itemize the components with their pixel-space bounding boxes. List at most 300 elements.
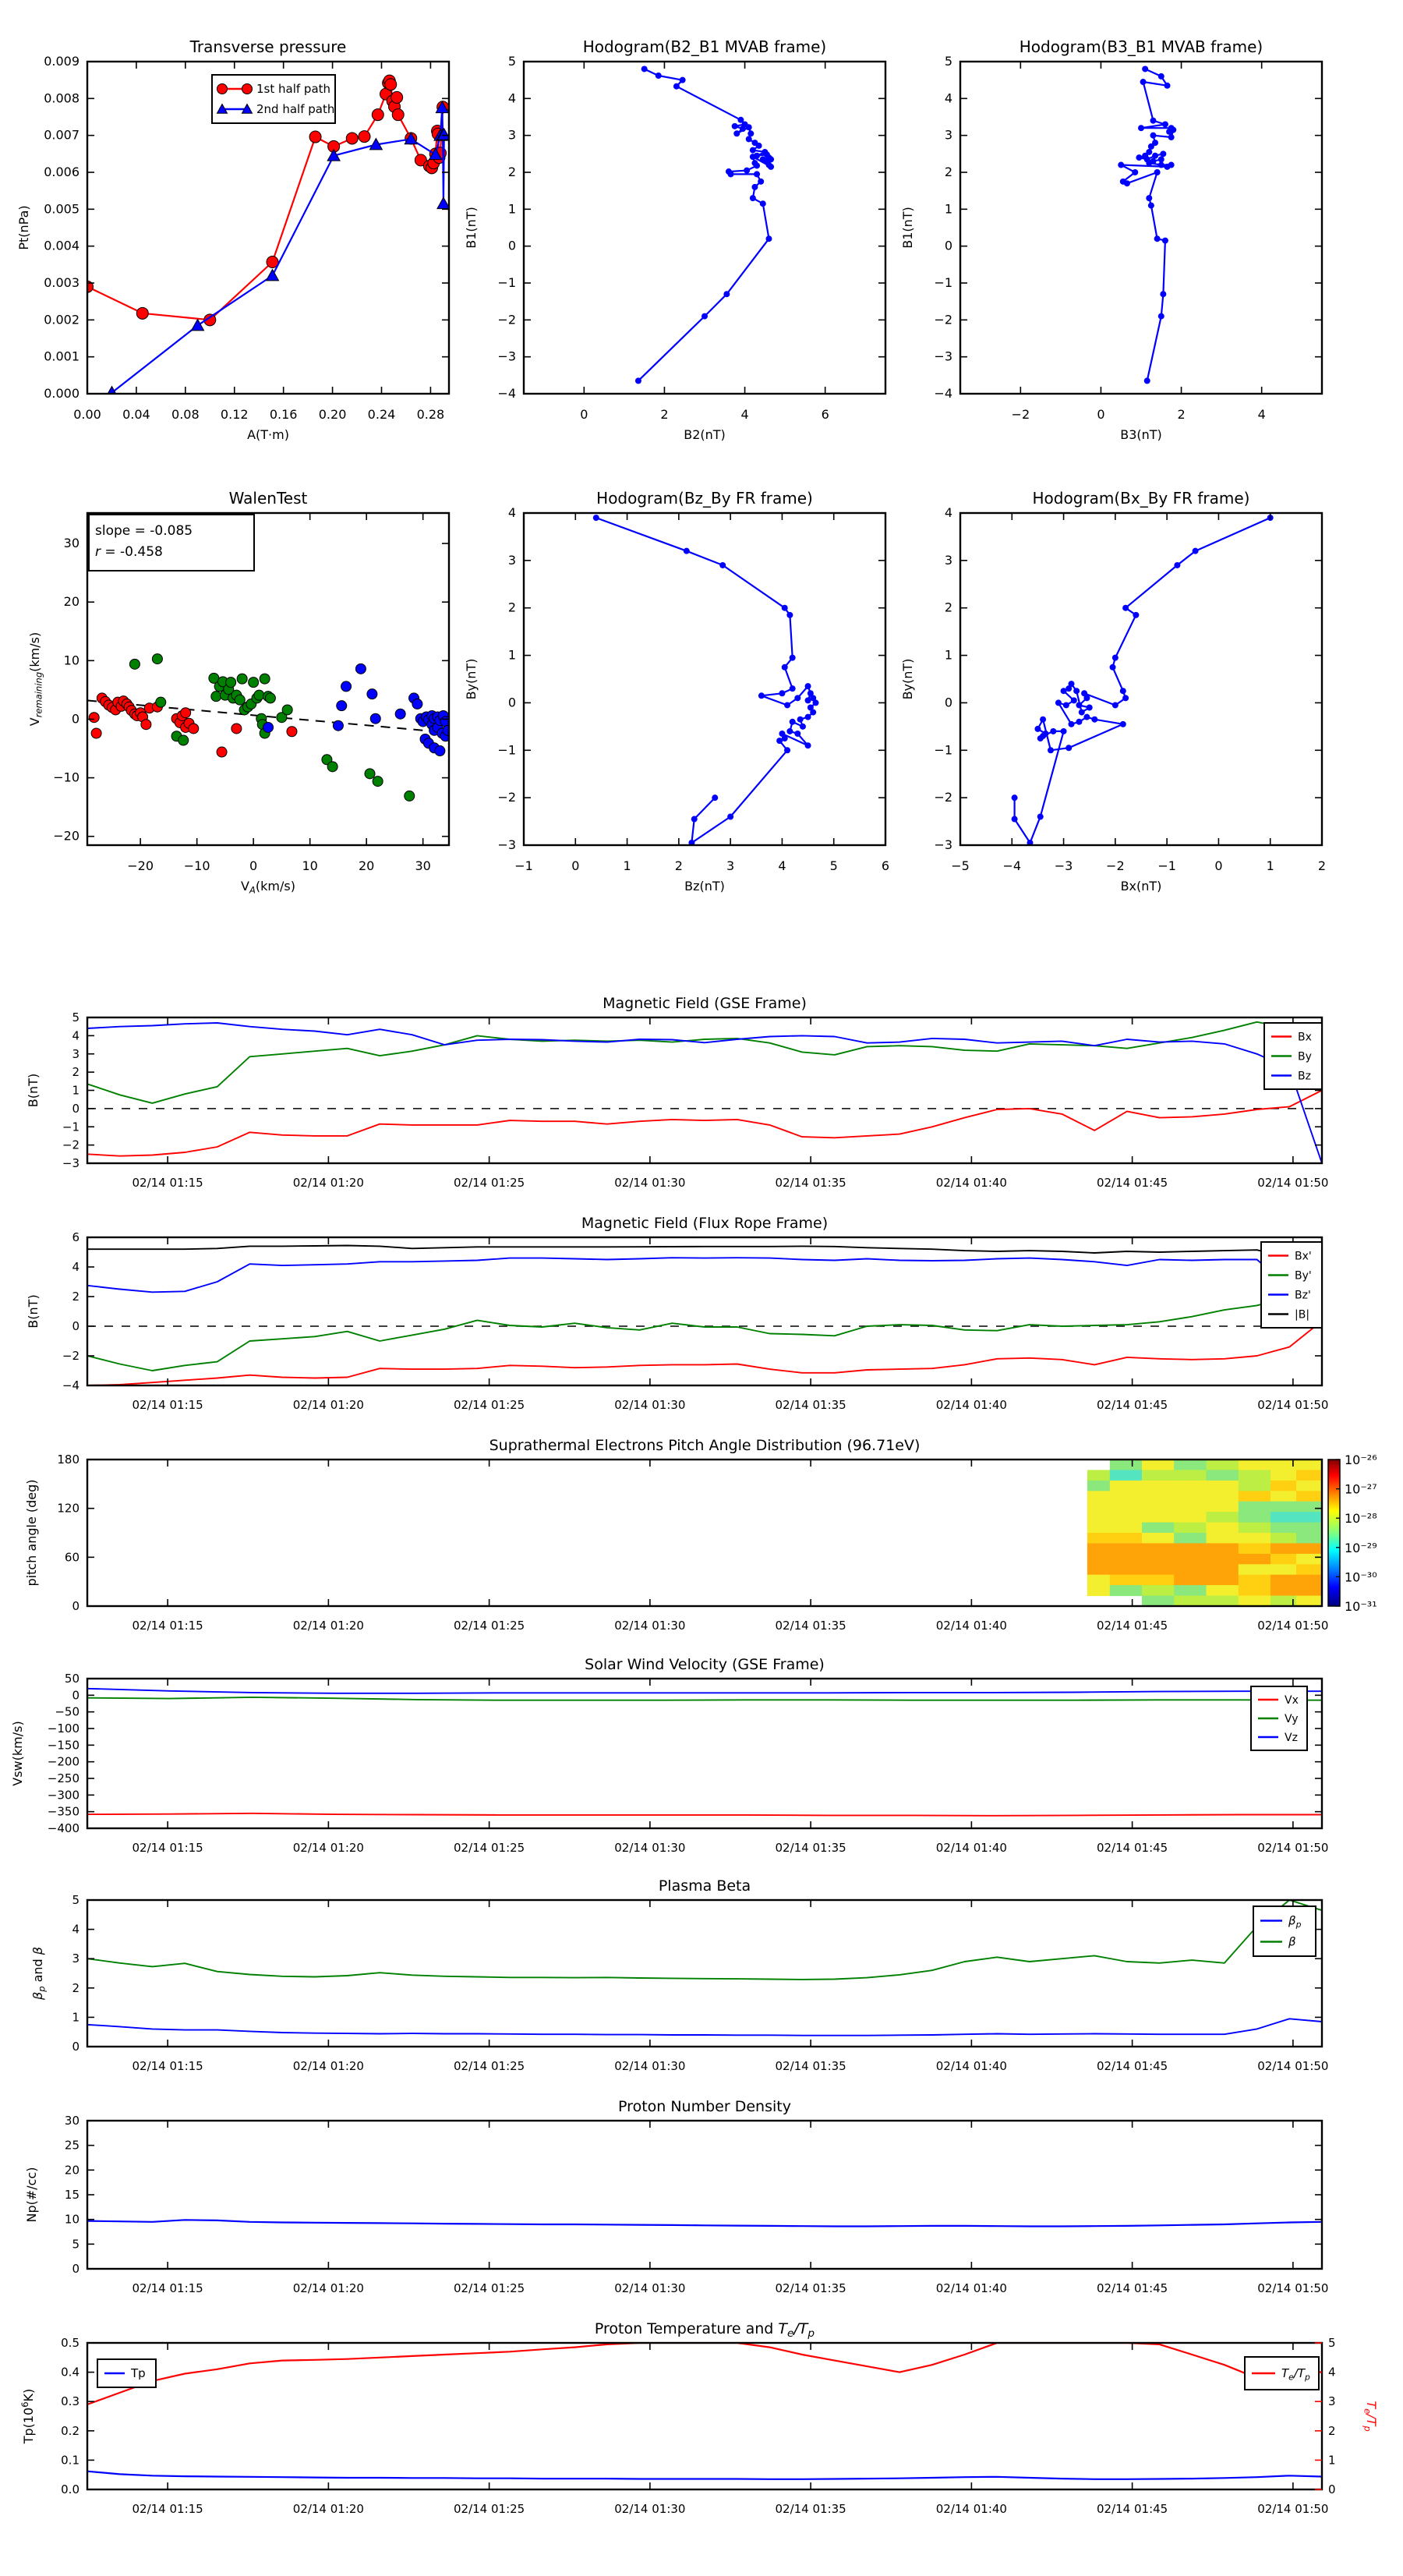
- heat-cell: [1207, 1460, 1239, 1470]
- heat-cell: [1174, 1502, 1207, 1513]
- heat-cell: [1110, 1491, 1143, 1502]
- legend-label: Vz: [1285, 1732, 1298, 1744]
- y-tick-label: 0.3: [61, 2394, 80, 2409]
- y-tick-label: −2: [934, 312, 952, 327]
- heat-cell: [1207, 1543, 1239, 1554]
- x-tick-label: 02/14 01:30: [614, 2281, 686, 2295]
- heat-cell: [1110, 1585, 1143, 1596]
- panel-solar-wind-velocity: [10, 1656, 1328, 1855]
- circle-marker: [443, 725, 453, 735]
- dot-marker: [1040, 717, 1046, 723]
- dot-marker: [1160, 150, 1166, 157]
- dot-marker: [790, 655, 796, 661]
- y-tick-label: 3: [507, 552, 516, 568]
- y-tick-label: 5: [507, 54, 516, 69]
- colorbar-label: 10⁻³¹: [1345, 1599, 1377, 1614]
- heat-cell: [1174, 1554, 1207, 1565]
- legend-label: By: [1298, 1050, 1312, 1063]
- heat-cell: [1087, 1470, 1111, 1481]
- y-tick-label: 4: [944, 505, 952, 520]
- dot-marker: [1087, 705, 1093, 711]
- y-tick-label: 60: [64, 1550, 80, 1565]
- y-axis-label: B1(nT): [900, 207, 915, 249]
- dot-marker: [779, 690, 785, 696]
- circle-marker: [346, 133, 358, 144]
- heat-cell: [1110, 1523, 1143, 1534]
- panel-proton-number-density: [24, 2098, 1328, 2295]
- heat-cell: [1270, 1502, 1297, 1513]
- x-tick-label: 02/14 01:15: [132, 1619, 203, 1633]
- dot-marker: [751, 184, 758, 190]
- y-tick-label: 2: [944, 600, 952, 615]
- dot-marker: [1164, 164, 1171, 170]
- y-tick-label: −1: [934, 742, 952, 758]
- dot-marker: [1091, 717, 1097, 723]
- x-tick-label: 02/14 01:30: [614, 1841, 686, 1855]
- y-tick-label: 20: [64, 2163, 80, 2178]
- dot-marker: [1124, 180, 1130, 186]
- dot-marker: [784, 747, 790, 753]
- series-line-Vy: [87, 1697, 1322, 1700]
- dot-marker: [1066, 745, 1072, 751]
- y-tick-label: 2: [507, 600, 516, 615]
- y-tick-label: 0.003: [44, 275, 80, 290]
- x-axis-label: $V_A(km/s)$: [241, 879, 295, 896]
- y-tick-label: 0: [72, 1599, 80, 1613]
- dot-marker: [754, 162, 760, 168]
- series-line-Bz-prime: [87, 1258, 1322, 1318]
- y-tick-label: −2: [62, 1138, 80, 1152]
- y2-tick-label: 3: [1328, 2394, 1336, 2409]
- dot-marker: [1063, 702, 1069, 708]
- dot-marker: [794, 695, 800, 701]
- heat-cell: [1207, 1554, 1239, 1565]
- y-axis-label: B(nT): [26, 1073, 41, 1108]
- legend: [1264, 1023, 1322, 1089]
- dot-marker: [719, 562, 726, 568]
- x-tick-label: 4: [778, 858, 786, 873]
- circle-marker: [89, 713, 99, 723]
- y-tick-label: 20: [63, 594, 80, 610]
- y-axis-label: $Tp(10^6K)$: [19, 2388, 36, 2444]
- dot-marker: [1069, 721, 1075, 727]
- y-tick-label: 0: [72, 1688, 80, 1703]
- heat-cell: [1270, 1543, 1297, 1554]
- y-tick-label: 3: [72, 1951, 80, 1966]
- dot-marker: [790, 719, 796, 725]
- x-tick-label: 0: [580, 407, 588, 422]
- series-Vz: [87, 1689, 1322, 1693]
- dot-marker: [1168, 134, 1175, 140]
- x-tick-label: 02/14 01:45: [1097, 2502, 1168, 2516]
- x-tick-label: 02/14 01:30: [614, 1619, 686, 1633]
- y-tick-label: 10: [63, 653, 80, 668]
- heat-cell: [1207, 1523, 1239, 1534]
- x-tick-label: −5: [951, 858, 970, 873]
- y2-axis-label: $T_e/T_p$: [1362, 2401, 1379, 2432]
- dot-marker: [782, 664, 788, 671]
- legend-label: Bx': [1295, 1250, 1312, 1263]
- x-tick-label: 0.04: [122, 407, 150, 422]
- dot-marker: [1136, 154, 1142, 161]
- y2-tick-label: 4: [1328, 2365, 1336, 2380]
- legend: [1245, 2357, 1319, 2390]
- series-line-beta-total: [87, 1900, 1322, 1980]
- heat-cell: [1296, 1543, 1323, 1554]
- x-tick-label: −10: [183, 858, 210, 873]
- legend: [212, 75, 335, 123]
- heat-cell: [1239, 1564, 1271, 1575]
- heat-cell: [1087, 1543, 1111, 1554]
- x-tick-label: 02/14 01:15: [132, 1176, 203, 1190]
- y-tick-label: 2: [72, 1980, 80, 1995]
- x-tick-label: 02/14 01:20: [292, 1841, 364, 1855]
- y-tick-label: 0: [507, 238, 516, 253]
- dot-marker: [1164, 83, 1171, 89]
- dot-marker: [1071, 697, 1077, 703]
- series-second-half-path: [105, 101, 450, 398]
- y-tick-label: −10: [53, 770, 80, 785]
- dot-marker: [1061, 688, 1067, 694]
- series-line-Bx: [87, 1091, 1322, 1156]
- heat-cell: [1110, 1512, 1143, 1523]
- dot-marker: [1122, 605, 1129, 611]
- x-axis-label: B2(nT): [684, 427, 726, 442]
- y-axis-label: Np(#/cc): [24, 2167, 39, 2223]
- legend-label: Bz: [1298, 1070, 1311, 1083]
- x-tick-label: 02/14 01:15: [132, 2281, 203, 2295]
- x-tick-label: 02/14 01:35: [775, 2281, 846, 2295]
- axes-frame: [87, 1679, 1322, 1828]
- dot-marker: [1170, 127, 1176, 133]
- legend: [1251, 1686, 1307, 1750]
- dot-marker: [1140, 79, 1147, 85]
- panel-title: Hodogram(B2_B1 MVAB frame): [582, 37, 827, 56]
- series-line-Bz: [87, 1023, 1322, 1163]
- dot-marker: [1040, 733, 1046, 739]
- y-tick-label: −4: [497, 386, 516, 401]
- heat-cell: [1087, 1502, 1111, 1513]
- circle-marker: [327, 762, 337, 772]
- heat-cell: [1174, 1481, 1207, 1491]
- x-tick-label: 02/14 01:30: [614, 1176, 686, 1190]
- y-tick-label: −350: [47, 1804, 80, 1819]
- series-line-bx-by-path: [1015, 518, 1270, 843]
- colorbar-label: 10⁻²⁸: [1345, 1511, 1377, 1527]
- dot-marker: [641, 65, 648, 72]
- y2-tick-label: 0: [1328, 2482, 1336, 2496]
- dot-marker: [1152, 153, 1158, 159]
- x-tick-label: 02/14 01:40: [935, 1841, 1007, 1855]
- heat-cell: [1087, 1564, 1111, 1575]
- heat-cell: [1270, 1575, 1297, 1586]
- heat-cell: [1087, 1575, 1111, 1586]
- y-tick-label: 120: [57, 1501, 80, 1516]
- x-tick-label: 6: [881, 858, 890, 873]
- x-tick-label: 02/14 01:30: [614, 1398, 686, 1412]
- dot-marker: [746, 136, 752, 142]
- heat-cell: [1296, 1470, 1323, 1481]
- y-tick-label: 0: [72, 2262, 80, 2276]
- x-tick-label: 0.00: [73, 407, 101, 422]
- heat-cell: [1207, 1596, 1239, 1607]
- legend: [97, 2359, 156, 2387]
- axes-frame: [524, 62, 885, 394]
- panel-hodogram-b3-b1: [900, 37, 1322, 442]
- colorbar-label: 10⁻²⁶: [1345, 1453, 1377, 1467]
- heat-cell: [1142, 1481, 1175, 1491]
- dot-marker: [732, 123, 738, 129]
- circle-marker: [136, 307, 148, 319]
- circle-marker: [156, 697, 166, 707]
- colorbar: [1328, 1460, 1340, 1606]
- y-tick-label: 15: [64, 2188, 80, 2202]
- circle-marker: [341, 681, 352, 692]
- x-tick-label: 02/14 01:40: [935, 1176, 1007, 1190]
- y-tick-label: 4: [507, 505, 516, 520]
- circle-marker: [152, 654, 162, 664]
- x-tick-label: 02/14 01:40: [935, 2281, 1007, 2295]
- x-tick-label: 2: [660, 407, 669, 422]
- x-tick-label: 0: [571, 858, 580, 873]
- y-axis-label: By(nT): [900, 658, 915, 700]
- x-tick-label: 02/14 01:35: [775, 2059, 846, 2073]
- series-line-bz-by-path: [596, 518, 816, 843]
- dot-marker: [1076, 719, 1082, 725]
- dot-marker: [691, 816, 698, 823]
- axes-frame: [524, 513, 885, 845]
- dot-marker: [1150, 133, 1156, 139]
- x-tick-label: 02/14 01:50: [1257, 1398, 1329, 1412]
- heat-cell: [1110, 1533, 1143, 1544]
- x-tick-label: 02/14 01:45: [1097, 1841, 1168, 1855]
- x-axis-label: Bx(nT): [1120, 879, 1162, 893]
- legend-box: [1253, 1906, 1316, 1956]
- dot-marker: [673, 83, 680, 90]
- dot-marker: [1118, 162, 1124, 168]
- legend-label: $\beta_p$: [1288, 1913, 1302, 1930]
- y-tick-label: 0.006: [44, 165, 80, 179]
- circle-marker: [265, 693, 275, 703]
- y-tick-label: 3: [72, 1046, 80, 1061]
- dot-marker: [1158, 73, 1164, 80]
- x-tick-label: 02/14 01:25: [454, 1398, 525, 1412]
- series-line-By: [87, 1022, 1322, 1103]
- y-tick-label: 2: [72, 1065, 80, 1080]
- dot-marker: [1112, 655, 1119, 661]
- series-Te-over-Tp: [87, 2343, 1322, 2404]
- heat-cell: [1087, 1523, 1111, 1534]
- y-tick-label: 0.0: [61, 2482, 80, 2496]
- legend: [1253, 1906, 1316, 1956]
- colorbar-label: 10⁻²⁷: [1345, 1481, 1377, 1497]
- dot-marker: [1120, 688, 1126, 694]
- y-tick-label: −20: [53, 828, 80, 844]
- x-tick-label: 0.24: [367, 407, 396, 422]
- heat-cell: [1207, 1512, 1239, 1523]
- dot-marker: [758, 179, 764, 185]
- dot-marker: [756, 143, 762, 149]
- heat-cell: [1174, 1575, 1207, 1586]
- y-tick-label: 0: [71, 711, 80, 727]
- y-tick-label: 180: [57, 1453, 80, 1467]
- series-line-Vz: [87, 1689, 1322, 1693]
- y-tick-label: 3: [944, 127, 952, 143]
- heat-cell: [1296, 1502, 1323, 1513]
- y-axis-label: $V_{remaining}(km/s)$: [27, 632, 44, 727]
- y-tick-label: 0.007: [44, 127, 80, 143]
- dot-marker: [680, 77, 686, 83]
- x-tick-label: 0.12: [220, 407, 249, 422]
- y2-tick-label: 5: [1328, 2336, 1336, 2350]
- y-tick-label: −150: [47, 1738, 80, 1753]
- x-tick-label: 02/14 01:50: [1257, 1176, 1329, 1190]
- heat-cell: [1174, 1533, 1207, 1544]
- x-tick-label: 02/14 01:20: [292, 2281, 364, 2295]
- dot-marker: [797, 717, 804, 723]
- dot-marker: [1122, 695, 1129, 701]
- heat-cell: [1142, 1502, 1175, 1513]
- y-tick-label: 0.1: [61, 2453, 80, 2468]
- dot-marker: [733, 130, 740, 136]
- panel-title: Proton Number Density: [618, 2098, 791, 2115]
- y-tick-label: −3: [934, 837, 952, 852]
- circle-marker: [309, 131, 321, 143]
- x-tick-label: −1: [514, 858, 533, 873]
- dot-marker: [760, 200, 766, 207]
- panel-hodogram-b2-b1: [464, 37, 885, 442]
- y-tick-label: −3: [497, 349, 516, 364]
- dot-marker: [813, 699, 819, 706]
- legend-label: Bx: [1298, 1031, 1312, 1044]
- heat-cell: [1239, 1596, 1271, 1607]
- x-tick-label: 02/14 01:35: [775, 2502, 846, 2516]
- x-tick-label: −20: [127, 858, 154, 873]
- legend-label: By': [1295, 1269, 1312, 1283]
- y-tick-label: 4: [72, 1260, 80, 1274]
- x-tick-label: 02/14 01:35: [775, 1841, 846, 1855]
- x-tick-label: 02/14 01:40: [935, 2059, 1007, 2073]
- dot-marker: [1148, 203, 1154, 209]
- series-line-second-half-path: [112, 108, 444, 392]
- axes-frame: [87, 1900, 1322, 2047]
- x-tick-label: 0.16: [269, 407, 298, 422]
- heat-cell: [1142, 1585, 1175, 1596]
- x-tick-label: −4: [1002, 858, 1022, 873]
- dot-marker: [776, 738, 783, 744]
- series-beta-total: [87, 1900, 1322, 1980]
- y-tick-label: 5: [72, 1010, 80, 1024]
- dot-marker: [1174, 562, 1180, 568]
- dot-marker: [1162, 121, 1168, 127]
- series-Bz: [87, 1023, 1322, 1163]
- dot-marker: [782, 605, 788, 611]
- panel-hodogram-bz-by: [464, 489, 889, 893]
- heat-cell: [1270, 1554, 1297, 1565]
- y2-tick-label: 1: [1328, 2453, 1336, 2468]
- heat-cell: [1296, 1481, 1323, 1491]
- heat-cell: [1174, 1460, 1207, 1470]
- legend-label: 1st half path: [256, 82, 331, 96]
- y-tick-label: −1: [62, 1120, 80, 1134]
- heat-cell: [1087, 1585, 1111, 1596]
- x-tick-label: 0: [249, 858, 258, 873]
- series-bx-by-path: [1012, 515, 1274, 846]
- y-tick-label: −3: [62, 1156, 80, 1170]
- x-tick-label: 6: [821, 407, 829, 422]
- x-tick-label: 02/14 01:50: [1257, 2059, 1329, 2073]
- circle-marker: [181, 708, 191, 718]
- heat-cell: [1142, 1523, 1175, 1534]
- y-tick-label: −2: [934, 790, 952, 805]
- dot-marker: [728, 171, 734, 177]
- x-tick-label: 0: [1214, 858, 1223, 873]
- heat-cell: [1142, 1596, 1175, 1607]
- y-tick-label: −2: [497, 790, 516, 805]
- dot-marker: [1154, 235, 1161, 242]
- heat-cell: [1174, 1585, 1207, 1596]
- circle-marker: [337, 701, 347, 711]
- pad-heatmap: [1087, 1460, 1323, 1607]
- heat-cell: [1110, 1564, 1143, 1575]
- annotation-line: r = -0.458: [95, 544, 163, 560]
- y-tick-label: 0: [944, 238, 952, 253]
- heat-cell: [1110, 1575, 1143, 1586]
- x-tick-label: 02/14 01:15: [132, 2059, 203, 2073]
- y-tick-label: −4: [934, 386, 952, 401]
- heat-cell: [1239, 1533, 1271, 1544]
- heat-cell: [1110, 1481, 1143, 1491]
- circle-marker: [359, 131, 370, 143]
- x-tick-label: 0.20: [318, 407, 347, 422]
- dot-marker: [1083, 695, 1090, 701]
- heat-cell: [1087, 1554, 1111, 1565]
- heat-cell: [1239, 1575, 1271, 1586]
- y-tick-label: 5: [72, 1893, 80, 1907]
- y-tick-label: −2: [62, 1349, 80, 1363]
- x-tick-label: 02/14 01:20: [292, 1176, 364, 1190]
- x-tick-label: 0.08: [171, 407, 200, 422]
- x-tick-label: 02/14 01:35: [775, 1619, 846, 1633]
- heat-cell: [1142, 1543, 1175, 1554]
- x-tick-label: 02/14 01:50: [1257, 2502, 1329, 2516]
- x-tick-label: 02/14 01:20: [292, 1398, 364, 1412]
- dot-marker: [790, 685, 796, 692]
- triangle-marker: [105, 387, 118, 398]
- heat-cell: [1296, 1585, 1323, 1596]
- series-line-Te-over-Tp: [87, 2343, 1322, 2404]
- series-Tp: [87, 2472, 1322, 2479]
- panel-title: Transverse pressure: [189, 37, 347, 56]
- dot-marker: [1012, 816, 1018, 823]
- y-tick-label: 0: [72, 1101, 80, 1116]
- series-Vx: [87, 1813, 1322, 1816]
- circle-marker: [282, 705, 292, 715]
- y-tick-label: 4: [72, 1028, 80, 1043]
- x-axis-label: Bz(nT): [684, 879, 725, 893]
- x-axis-label: A(T·m): [247, 427, 289, 442]
- heat-cell: [1087, 1512, 1111, 1523]
- axes-frame: [87, 2121, 1322, 2269]
- heat-cell: [1142, 1575, 1175, 1586]
- panel-magnetic-field-flux-rope: [26, 1215, 1328, 1412]
- dot-marker: [712, 794, 718, 801]
- legend-label: $T_e/T_p$: [1281, 2366, 1310, 2383]
- heat-cell: [1270, 1564, 1297, 1575]
- dot-marker: [786, 612, 793, 618]
- y-tick-label: −200: [47, 1754, 80, 1769]
- heat-cell: [1296, 1533, 1323, 1544]
